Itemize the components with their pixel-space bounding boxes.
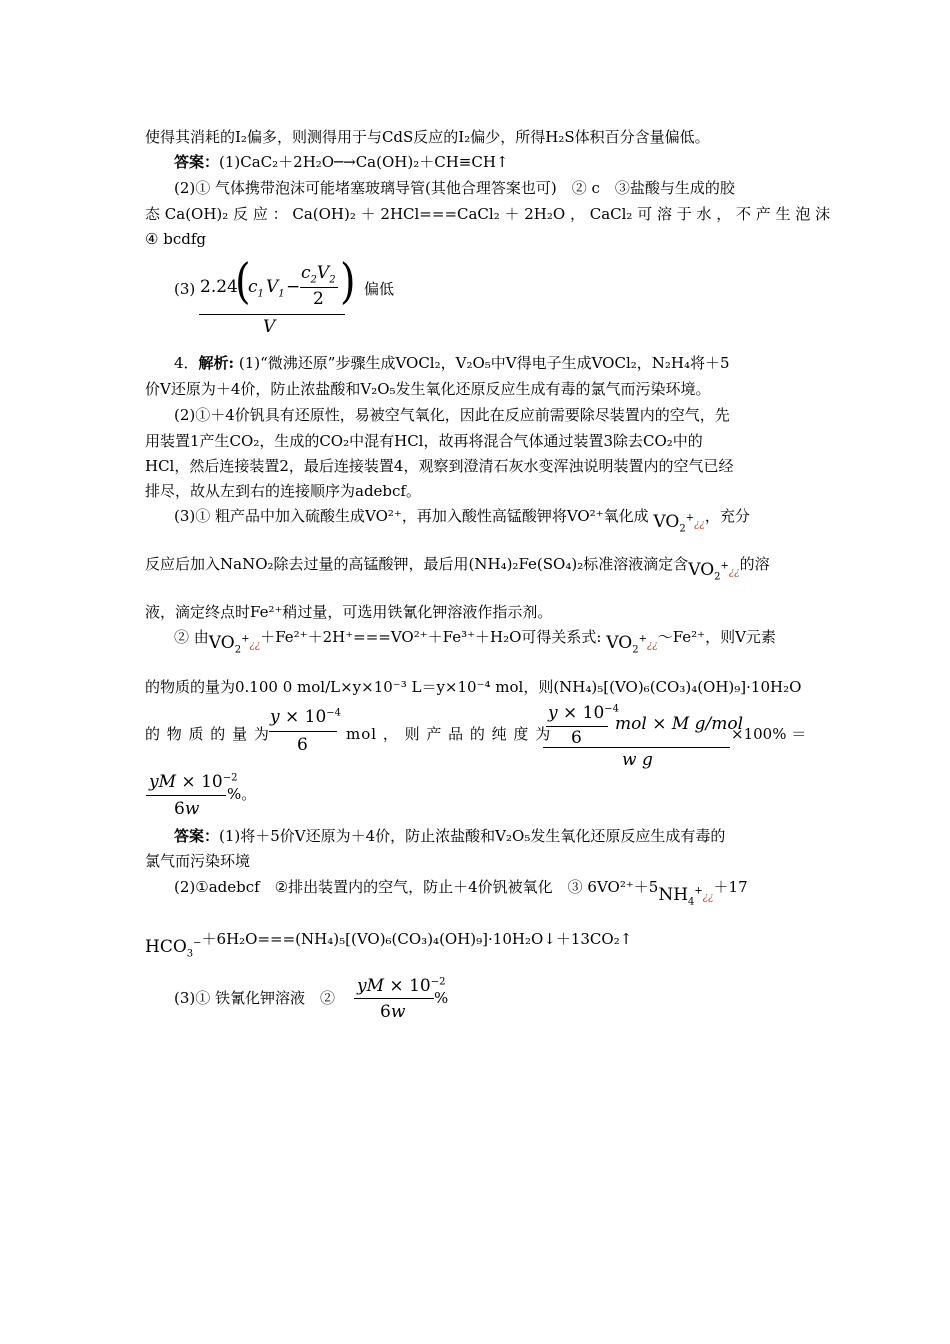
fraction-bar — [354, 998, 434, 999]
formula-v1: $V_1$ — [266, 277, 285, 300]
fraction-denominator: 6w — [174, 799, 200, 819]
vo2-ion: $VO_2^+¿¿$ — [653, 512, 705, 535]
text: (1)“微沸还原”步骤生成VOCl₂，V₂O₅中V得电子生成VOCl₂，N₂H₄将＋5 — [238, 354, 730, 372]
text-line: 价V还原为＋4价，防止浓盐酸和V₂O₅发生氧化还原反应生成有毒的氯气而污染环境。 — [145, 380, 711, 398]
text-line: 态 Ca(OH)₂ 反 应 ： Ca(OH)₂ ＋ 2HCl===CaCl₂ ＋ 2H₂O ， CaCl₂ 可 溶 于 水 ， 不 产 生 泡 沫 — [145, 205, 831, 223]
fraction-bar — [269, 731, 337, 732]
vo2-ion: $VO_2^+¿¿$ — [606, 633, 658, 656]
nh4-ion: $NH_4^+¿¿$ — [658, 885, 714, 908]
formula-two: 2 — [313, 289, 324, 309]
text: ＋17 — [713, 878, 748, 896]
fraction-bar — [146, 795, 226, 796]
left-paren: ( — [235, 254, 251, 310]
formula-line — [174, 972, 807, 1024]
text-line: 用装置1产生CO₂，生成的CO₂中混有HCl，故再将混合气体通过装置3除去CO₂中的 — [145, 432, 703, 450]
text: %。 — [227, 785, 257, 803]
text-line: 的物质的量为0.100 0 mol/L×y×10⁻³ L＝y×10⁻⁴ mol，则(NH₄)₅[(VO)₆(CO₃)₄(OH)₉]·10H₂O — [145, 678, 802, 696]
text: 的 物 质 的 量 为 — [145, 725, 270, 743]
answer-line — [174, 825, 807, 847]
fraction-denominator: 6 — [297, 735, 308, 755]
text-line: 氯气而污染环境 — [145, 852, 251, 870]
hco3-ion: $HCO_3^-$ — [145, 937, 202, 960]
fraction-numerator: yM × $10^{-2}$ — [149, 772, 238, 792]
text-line — [174, 352, 807, 374]
text-line — [145, 928, 807, 960]
main-fraction-bar — [543, 747, 730, 748]
answer-label: 答案： — [174, 827, 220, 845]
purity-numerator: $y \times 10^{-4}$ — [548, 703, 620, 723]
text: % — [434, 989, 449, 1007]
analysis-label: 解析: — [198, 354, 235, 372]
text-line — [174, 876, 807, 908]
text: ② 由 — [174, 628, 209, 646]
text: (3)① 粗产品中加入硫酸生成VO²⁺，再加入酸性高锰酸钾将VO²⁺氧化成 — [174, 507, 649, 525]
formula-denominator: V — [263, 317, 276, 337]
formula-coef: 2.24 — [200, 277, 238, 297]
text: mol ， 则 产 品 的 纯 度 为 — [346, 725, 552, 743]
formula-line — [145, 700, 807, 770]
text-line: 液，滴定终点时Fe²⁺稍过量，可选用铁氰化钾溶液作指示剂。 — [145, 603, 553, 621]
answer-label: 答案： — [174, 153, 220, 171]
fraction-numerator: $y \times 10^{-4}$ — [270, 707, 342, 727]
text-line — [174, 505, 807, 535]
text: ，充分 — [704, 507, 750, 525]
minus-sign: − — [286, 277, 301, 297]
text-line: (2)① 气体携带泡沫可能堵塞玻璃导管(其他合理答案也可) ② c ③盐酸与生成的胶 — [174, 179, 735, 197]
question-number: 4． — [174, 354, 199, 372]
formula-result: 偏低 — [364, 280, 395, 298]
right-paren: ) — [340, 254, 356, 310]
text-line: ④ bcdfg — [145, 230, 206, 248]
vo2-ion: $VO_2^+¿¿$ — [688, 560, 740, 583]
formula-line — [174, 254, 807, 338]
formula-line — [145, 768, 807, 820]
answer-text: (1)CaC₂＋2H₂O─→Ca(OH)₂＋CH≡CH↑ — [219, 153, 509, 171]
text: ～Fe²⁺，则V元素 — [657, 628, 776, 646]
formula-c2v2: $c_2V_2$ — [301, 263, 336, 286]
vo2-ion: $VO_2^+¿¿$ — [208, 633, 261, 656]
answer-text: (1)将＋5价V还原为＋4价，防止浓盐酸和V₂O₅发生氧化还原反应生成有毒的 — [219, 827, 726, 845]
text-line: HCl，然后连接装置2，最后连接装置4，观察到澄清石灰水变浑浊说明装置内的空气已经 — [145, 457, 734, 475]
text-line — [145, 553, 807, 583]
main-fraction-bar — [199, 314, 345, 315]
purity-denominator: w g — [622, 750, 653, 770]
unit-text: mol × M g/mol — [615, 714, 744, 734]
text: (2)①adebcf ②排出装置内的空气，防止＋4价钒被氧化 ③ 6VO²⁺＋5 — [174, 878, 659, 896]
text: ＋6H₂O===(NH₄)₅[(VO)₆(CO₃)₄(OH)₉]·10H₂O↓＋13CO₂↑ — [201, 930, 633, 948]
text: ＋Fe²⁺＋2H⁺===VO²⁺＋Fe³⁺＋H₂O可得关系式: — [260, 628, 602, 646]
text: 的溶 — [739, 555, 770, 573]
formula-prefix: (3) — [174, 280, 196, 298]
text: ×100% ＝ — [731, 725, 807, 743]
fraction-denominator: 6 — [571, 728, 582, 748]
answer-line — [174, 151, 807, 173]
text-line: 排尽，故从左到右的连接顺序为adebcf。 — [145, 482, 421, 500]
text: 反应后加入NaNO₂除去过量的高锰酸钾，最后用(NH₄)₂Fe(SO₄)₂标准溶液滴定含 — [145, 555, 689, 573]
fraction-denominator: 6w — [380, 1002, 406, 1022]
text: (3)① 铁氰化钾溶液 ② — [174, 989, 336, 1007]
fraction-numerator: yM × $10^{-2}$ — [357, 976, 446, 996]
text-line: 使得其消耗的I₂偏多，则测得用于与CdS反应的I₂偏少，所得H₂S体积百分含量偏低。 — [145, 128, 710, 146]
formula-c1: $c_1$ — [248, 277, 264, 300]
text-line — [174, 626, 807, 656]
text-line: (2)①＋4价钒具有还原性，易被空气氧化，因此在反应前需要除尽装置内的空气，先 — [174, 406, 730, 424]
